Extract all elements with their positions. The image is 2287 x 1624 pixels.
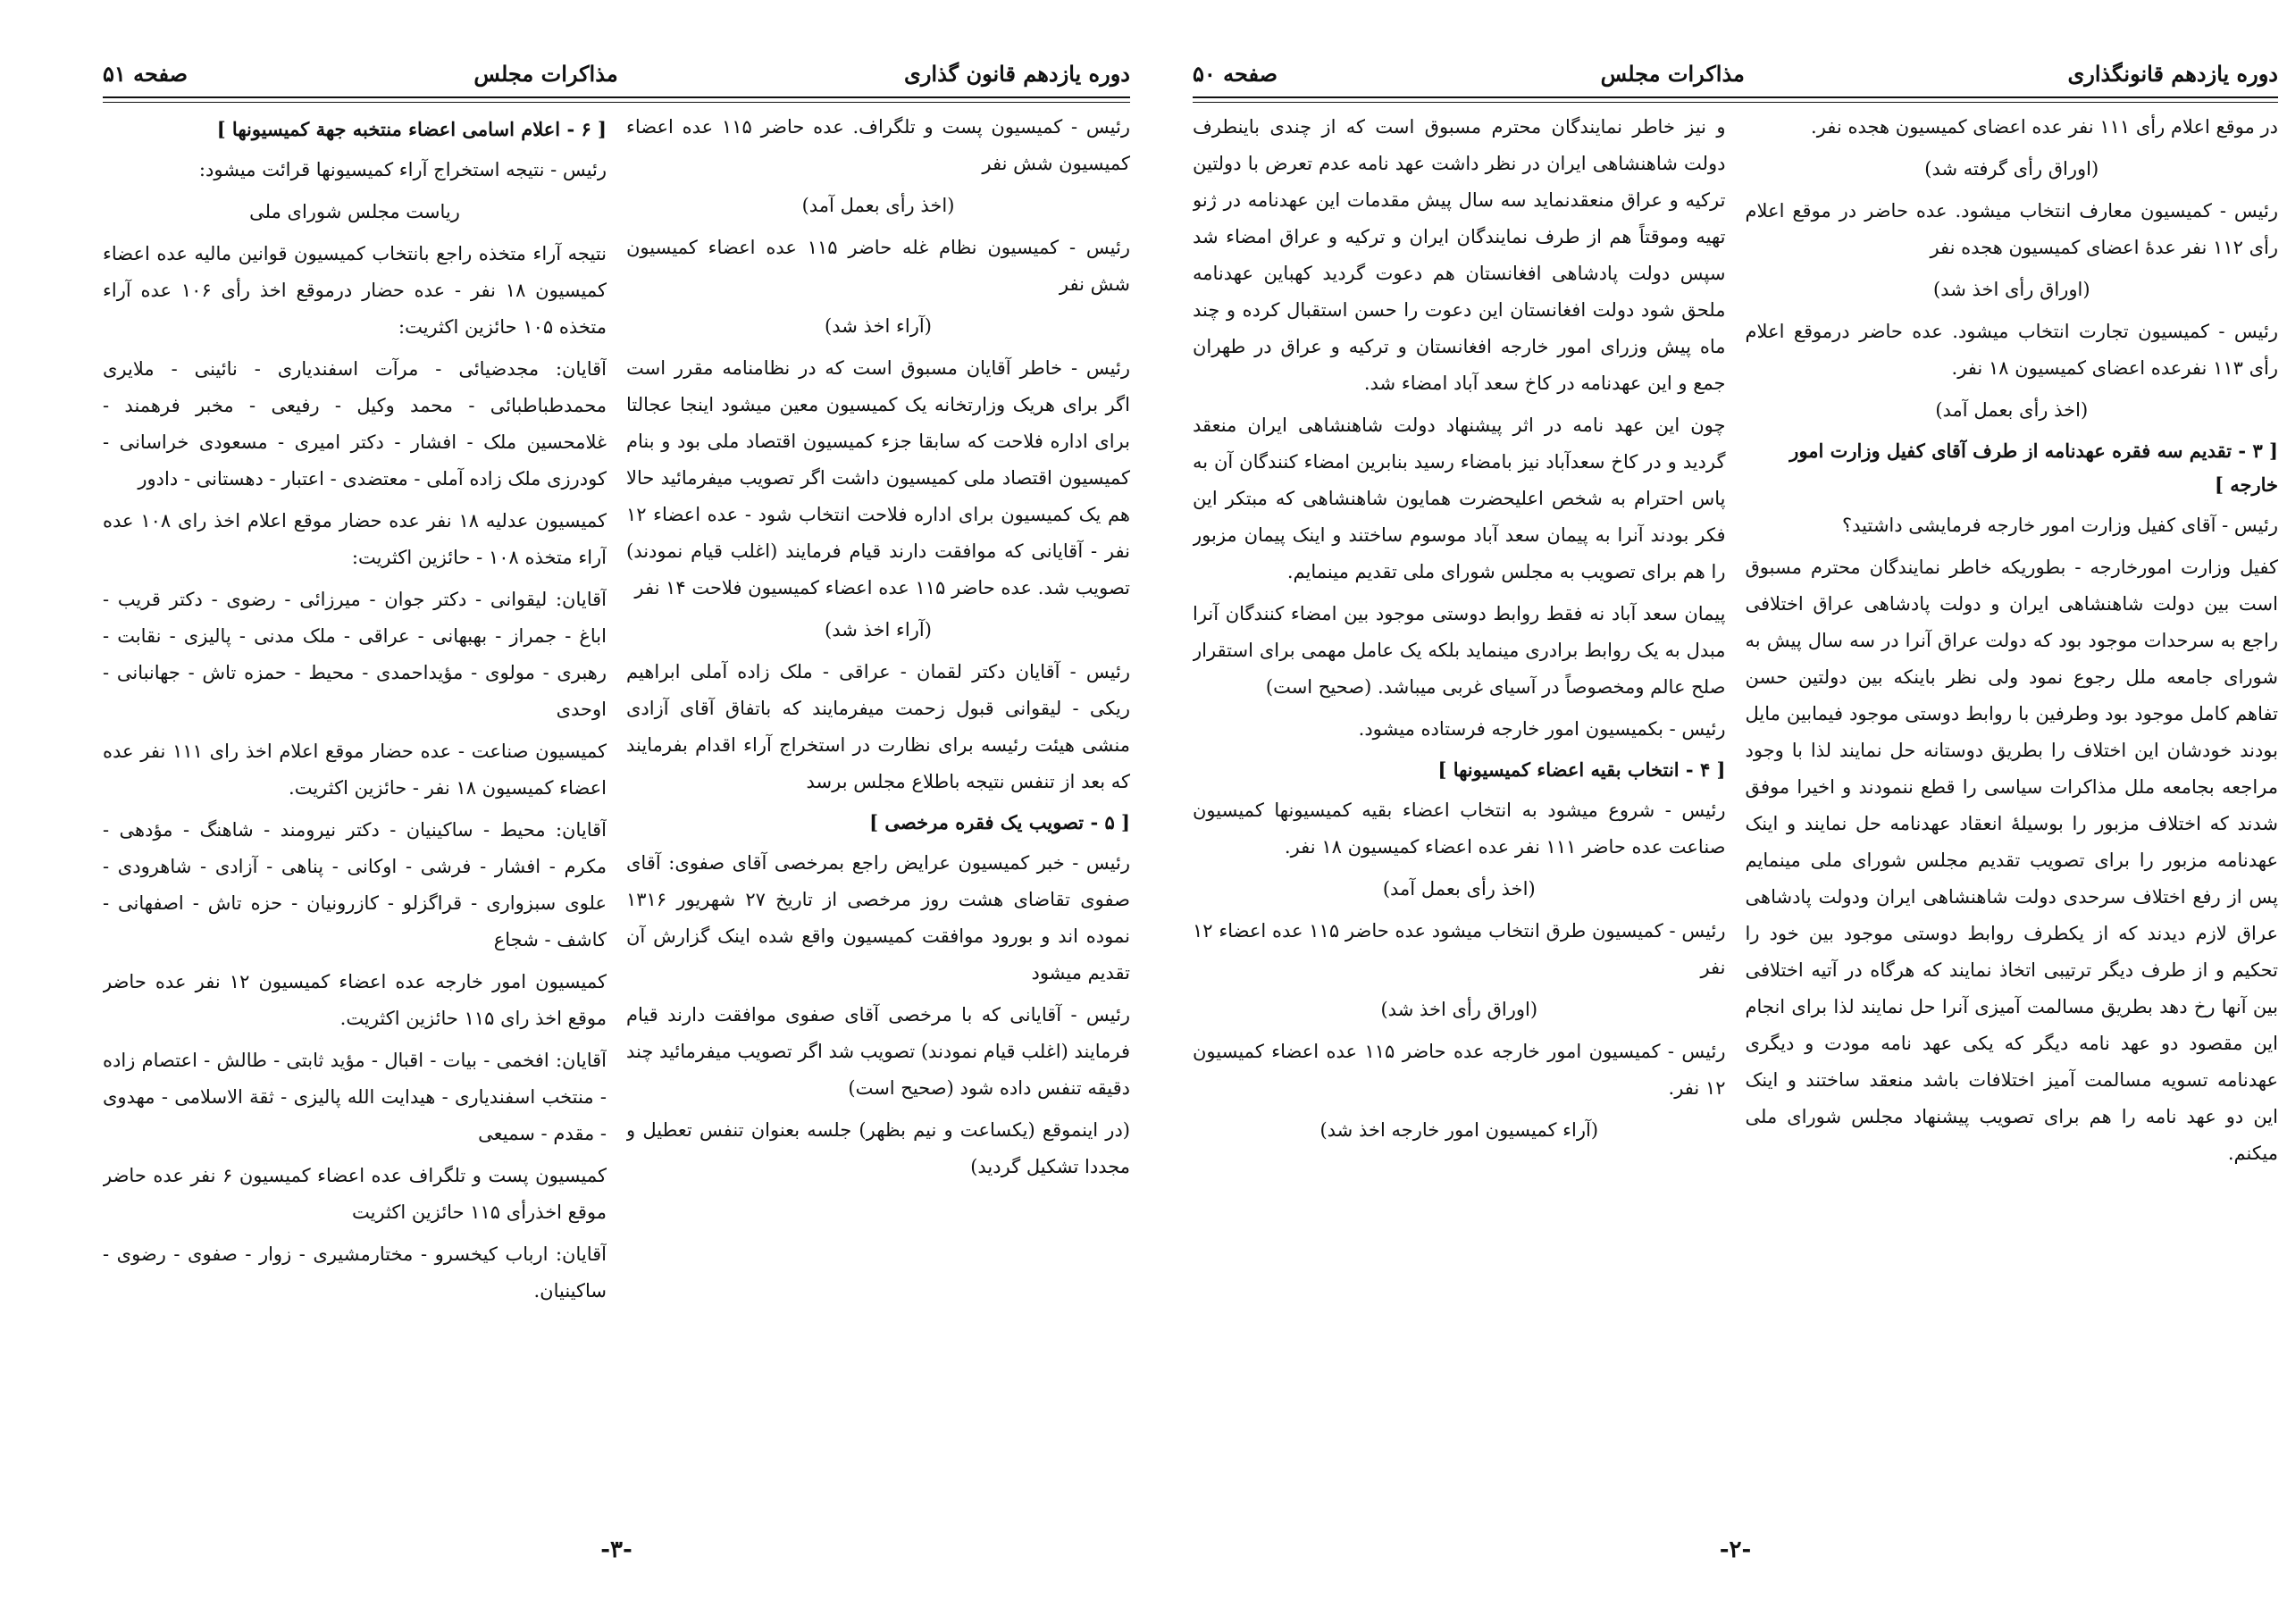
section-heading: [ ۴ - انتخاب بقیه اعضاء کمیسیونها ] bbox=[1437, 758, 1726, 781]
page-footer: -۳- bbox=[600, 1536, 632, 1563]
page-number: صفحه ۵۱ bbox=[103, 60, 188, 87]
paragraph: و نیز خاطر نمایندگان محترم مسبوق است که از چندی باینطرف دولت شاهنشاهی ایران در نظر داشت عهد نامه عدم تعرض با دولتین ترکیه و عراق منعقدنماید سه سال پیش مقدمات این عهدنامه در ژنو تهیه وموقتاً هم از طرف نمایندگان ایران و ترکیه و عراق امضاء شد سپس دولت پادشاهی افغانستان هم دعوت گردید کهباین عهدنامه ملحق شود دولت افغانستان این دعوت را حسن استقبال کرده و چند ماه پیش وزرای امور خارجه افغانستان و ترکیه و عراق در طهران جمع و این عهدنامه در کاخ سعد آباد امضاء شد. bbox=[1193, 116, 1726, 394]
parenthetical-note: (اخذ رأی بعمل آمد) bbox=[1382, 878, 1536, 900]
paragraph: چون این عهد نامه در اثر پیشنهاد دولت شاهنشاهی ایران منعقد گردید و در کاخ سعدآباد نیز بامضاء رسید بنابرین امضاء کنندگان آن به پاس احترام به شخص اعلیحضرت همایون شاهنشاهی که مبتکر این فکر بودند آنرا به پیمان سعد آباد موسوم ساختند و اینک پیمان مزبور را هم برای تصویب به مجلس شورای ملی تقدیم مینمایم. bbox=[1193, 414, 1726, 582]
paragraph: کمیسیون عدلیه ۱۸ نفر عده حضار موقع اعلام اخذ رای ۱۰۸ عده آراء متخذه ۱۰۸ - حائزین اکثریت: bbox=[103, 510, 607, 568]
header-term: دوره یازدهم قانون گذاری bbox=[904, 60, 1130, 87]
paragraph: رئیس - آقایانی که با مرخصی آقای صفوی موافقت دارند قیام فرمایند (اغلب قیام نمودند) تصویب شد اگر تصویب میفرمائید چند دقیقه تنفس داده شود (صحیح است) bbox=[626, 1004, 1130, 1099]
paragraph: آقایان: ارباب کیخسرو - مختارمشیری - زوار - صفوی - رضوی - ساکینیان. bbox=[103, 1243, 607, 1302]
left-page bbox=[103, 54, 1130, 1572]
paragraph: رئیس - خبر کمیسیون عرایض راجع بمرخصی آقای صفوی: آقای صفوی تقاضای هشت روز مرخصی از تاریخ ۲۷ شهریور ۱۳۱۶ نموده اند و بورود موافقت کمیسیون واقع شده اینک گزارش آن تقدیم میشود bbox=[626, 852, 1130, 984]
header-rule bbox=[1193, 96, 2278, 103]
column-left bbox=[103, 109, 607, 1519]
page-number: صفحه ۵۰ bbox=[1193, 60, 1278, 87]
paragraph: کمیسیون امور خارجه عده اعضاء کمیسیون ۱۲ نفر عده حاضر موقع اخذ رای ۱۱۵ حائزین اکثریت. bbox=[103, 971, 607, 1029]
section-heading: [ ۵ - تصویب یک فقره مرخصی ] bbox=[869, 811, 1130, 833]
paragraph: آقایان: افخمی - بیات - اقبال - مؤید ثابتی - طالش - اعتصام زاده - منتخب اسفندیاری - هیدایت الله پالیزی - ثقة الاسلامی - مهدوی - مقدم - سمیعی bbox=[103, 1050, 607, 1144]
parenthetical-note: (اخذ رأی بعمل آمد) bbox=[801, 195, 955, 216]
parenthetical-note: (آراء کمیسیون امور خارجه اخذ شد) bbox=[1319, 1119, 1599, 1141]
column-right bbox=[626, 109, 1130, 1519]
paragraph: پیمان سعد آباد نه فقط روابط دوستی موجود بین امضاء کنندگان آنرا مبدل به یک روابط برادری مینماید بلکه یک عامل مهمی برای استقرار صلح عالم ومخصوصاً در آسیای غربی میباشد. (صحیح است) bbox=[1193, 603, 1726, 698]
right-page bbox=[1193, 54, 2278, 1572]
paragraph: آقایان: مجدضیائی - مرآت اسفندیاری - نائینی - ملایری محمدطباطبائی - محمد وکیل - رفیعی - مخبر فرهمند - غلامحسین ملک - افشار - دکتر امیری - مسعودی خراسانی - کودرزی ملک زاده آملی - معتضدی - اعتبار - دهستانی - دادور bbox=[103, 358, 607, 490]
header-rule bbox=[103, 96, 1130, 103]
paragraph: رئیس - آقایان دکتر لقمان - عراقی - ملک زاده آملی ابراهیم ریکی - لیقوانی قبول زحمت میفرمایند که باتفاق آقای آزادی منشی هیئت رئیسه برای نظارت در استخراج آراء اقدام بفرمایند که بعد از تنفس نتیجه باطلاع مجلس برسد bbox=[626, 661, 1130, 792]
paragraph: کفیل وزارت امورخارجه - بطوریکه خاطر نمایندگان محترم مسبوق است بین دولت شاهنشاهی ایران و دولت پادشاهی عراق اختلافی راجع به سرحدات موجود بود که دولت عراق آنرا در سه سال پیش به شورای جامعه ملل رجوع نمود ولی نظر باینکه بین دولتین حسن تفاهم کامل موجود بود وطرفین با روابط دوستی موجود فیمابین مایل بودند خودشان این اختلاف را بطریق دوستانه حل نمایند لذا با وجود مراجعه بجامعه ملل مذاکرات سیاسی را قطع ننمودند و اخیرا موفق شدند که اختلاف مزبور را بوسیلهٔ انعقاد عهدنامه حل نمایند و اینک عهدنامه مزبور را برای تصویب تقدیم مجلس شورای ملی مینمایم پس از رفع اختلاف سرحدی دولت شاهنشاهی ایران ودولت پادشاهی عراق لازم دیدند که از یکطرف روابط دوستی موجود بین خود را تحکیم و از طرف دیگر ترتیبی اتخاذ نمایند که هرگاه در آتیه اختلافی بین آنها رخ دهد بطریق مسالمت آمیزی آنرا حل نمایند لذا برای انجام این مقصود دو عهد نامه دیگر که یکی عهد نامه مودت و دیگری عهدنامه تسویه مسالمت آمیز اختلافات باشد منعقد ساختند و اینک این دو عهد نامه را هم برای تصویب پیشنهاد مجلس شورای ملی میکنم. bbox=[1745, 557, 2278, 1164]
page-footer: -۲- bbox=[1719, 1536, 1752, 1563]
column-left bbox=[1193, 109, 1726, 1519]
paragraph: رئیس - خاطر آقایان مسبوق است که در نظامنامه مقرر است اگر برای هریک وزارتخانه یک کمیسیون معین میشود اینجا عجالتا برای اداره فلاحت که سابقا جزء کمیسیون اقتصاد ملی بود و بنام کمیسیون اقتصاد ملی کمیسیون داشت اگر تصویب میفرمائید حالا هم یک کمیسیون برای اداره فلاحت انتخاب شود - عده اعضاء ۱۲ نفر - آقایانی که موافقت دارند قیام فرمایند (اغلب قیام نمودند) تصویب شد. عده حاضر ۱۱۵ عده اعضاء کمیسیون فلاحت ۱۴ نفر bbox=[626, 357, 1130, 599]
right-page-columns bbox=[1193, 109, 2278, 1519]
right-page-header bbox=[1193, 54, 2278, 93]
paragraph: رئیس - بکمیسیون امور خارجه فرستاده میشود. bbox=[1358, 718, 1726, 740]
left-page-columns bbox=[103, 109, 1130, 1519]
paragraph: کمیسیون صناعت - عده حضار موقع اعلام اخذ رای ۱۱۱ نفر عده اعضاء کمیسیون ۱۸ نفر - حائزین اکثریت. bbox=[103, 741, 607, 799]
paragraph: رئیس - کمیسیون نظام غله حاضر ۱۱۵ عده اعضاء کمیسیون شش نفر bbox=[626, 237, 1130, 295]
paragraph: نتیجه آراء متخذه راجع بانتخاب کمیسیون قوانین مالیه عده اعضاء کمیسیون ۱۸ نفر - عده حضار درموقع اخذ رأی ۱۰۶ عده آراء متخذه ۱۰۵ حائزین اکثریت: bbox=[103, 243, 607, 338]
paragraph: کمیسیون پست و تلگراف عده اعضاء کمیسیون ۶ نفر عده حاضر موقع اخذرأی ۱۱۵ حائزین اکثریت bbox=[103, 1165, 607, 1223]
paragraph: رئیس - آقای کفیل وزارت امور خارجه فرمایشی داشتید؟ bbox=[1841, 515, 2278, 536]
parenthetical-note: (اوراق رأی اخذ شد) bbox=[1380, 999, 1538, 1020]
parenthetical-note: (اوراق رأی اخذ شد) bbox=[1932, 279, 2090, 300]
column-right bbox=[1746, 109, 2279, 1519]
paragraph: رئیس - کمیسیون امور خارجه عده حاضر ۱۱۵ عده اعضاء کمیسیون ۱۲ نفر. bbox=[1193, 1041, 1726, 1099]
paragraph: آقایان: محیط - ساکینیان - دکتر نیرومند - شاهنگ - مؤدهی - مکرم - افشار - فرشی - اوکانی - پناهی - آزادی - شاهرودی - علوی سبزواری - قراگزلو - کازرونیان - حزه تاش - اصفهانی - کاشف - شجاع bbox=[103, 819, 607, 950]
parenthetical-note: ریاست مجلس شورای ملی bbox=[249, 201, 460, 222]
paragraph: در موقع اعلام رأی ۱۱۱ نفر عده اعضای کمیسیون هجده نفر. bbox=[1811, 116, 2278, 138]
parenthetical-note: (اخذ رأی بعمل آمد) bbox=[1935, 399, 2089, 421]
header-title: مذاکرات مجلس bbox=[1600, 60, 1745, 87]
parenthetical-note: (آراء اخذ شد) bbox=[825, 315, 932, 337]
left-page-header bbox=[103, 54, 1130, 93]
paragraph: رئیس - کمیسیون تجارت انتخاب میشود. عده حاضر درموقع اعلام رأی ۱۱۳ نفرعده اعضای کمیسیون ۱۸ نفر. bbox=[1745, 321, 2278, 379]
paragraph: رئیس - کمیسیون معارف انتخاب میشود. عده حاضر در موقع اعلام رأی ۱۱۲ نفر عدۀ اعضای کمیسیون هجده نفر bbox=[1745, 200, 2278, 258]
paragraph: (در اینموقع (یکساعت و نیم بظهر) جلسه بعنوان تنفس تعطیل و مجددا تشکیل گردید) bbox=[626, 1119, 1130, 1177]
section-heading: [ ۶ - اعلام اسامی اعضاء منتخبه جهة کمیسیونها ] bbox=[216, 118, 607, 140]
paragraph: رئیس - کمیسیون طرق انتخاب میشود عده حاضر ۱۱۵ عده اعضاء ۱۲ نفر bbox=[1193, 920, 1726, 978]
paragraph: آقایان: لیقوانی - دکتر جوان - میرزائی - رضوی - دکتر قریب - اباغ - جمراز - بهبهانی - عراقی - ملک مدنی - پالیزی - نقابت - رهبری - مولوی - مؤیداحمدی - محیط - حمزه تاش - جهانبانی - اوحدی bbox=[103, 589, 607, 720]
parenthetical-note: (اوراق رأی گرفته شد) bbox=[1924, 158, 2099, 180]
header-term: دوره یازدهم قانونگذاری bbox=[2067, 60, 2278, 87]
paragraph: رئیس - شروع میشود به انتخاب اعضاء بقیه کمیسیونها کمیسیون صناعت عده حاضر ۱۱۱ نفر عده اعضاء کمیسیون ۱۸ نفر. bbox=[1193, 799, 1726, 858]
section-heading: [ ۳ - تقدیم سه فقره عهدنامه از طرف آقای کفیل وزارت امور خارجه ] bbox=[1789, 439, 2278, 496]
paragraph: رئیس - نتیجه استخراج آراء کمیسیونها قرائت میشود: bbox=[198, 159, 607, 180]
parenthetical-note: (آراء اخذ شد) bbox=[825, 619, 932, 640]
header-title: مذاکرات مجلس bbox=[473, 60, 618, 87]
paragraph: رئیس - کمیسیون پست و تلگراف. عده حاضر ۱۱۵ عده اعضاء کمیسیون شش نفر bbox=[626, 116, 1130, 174]
